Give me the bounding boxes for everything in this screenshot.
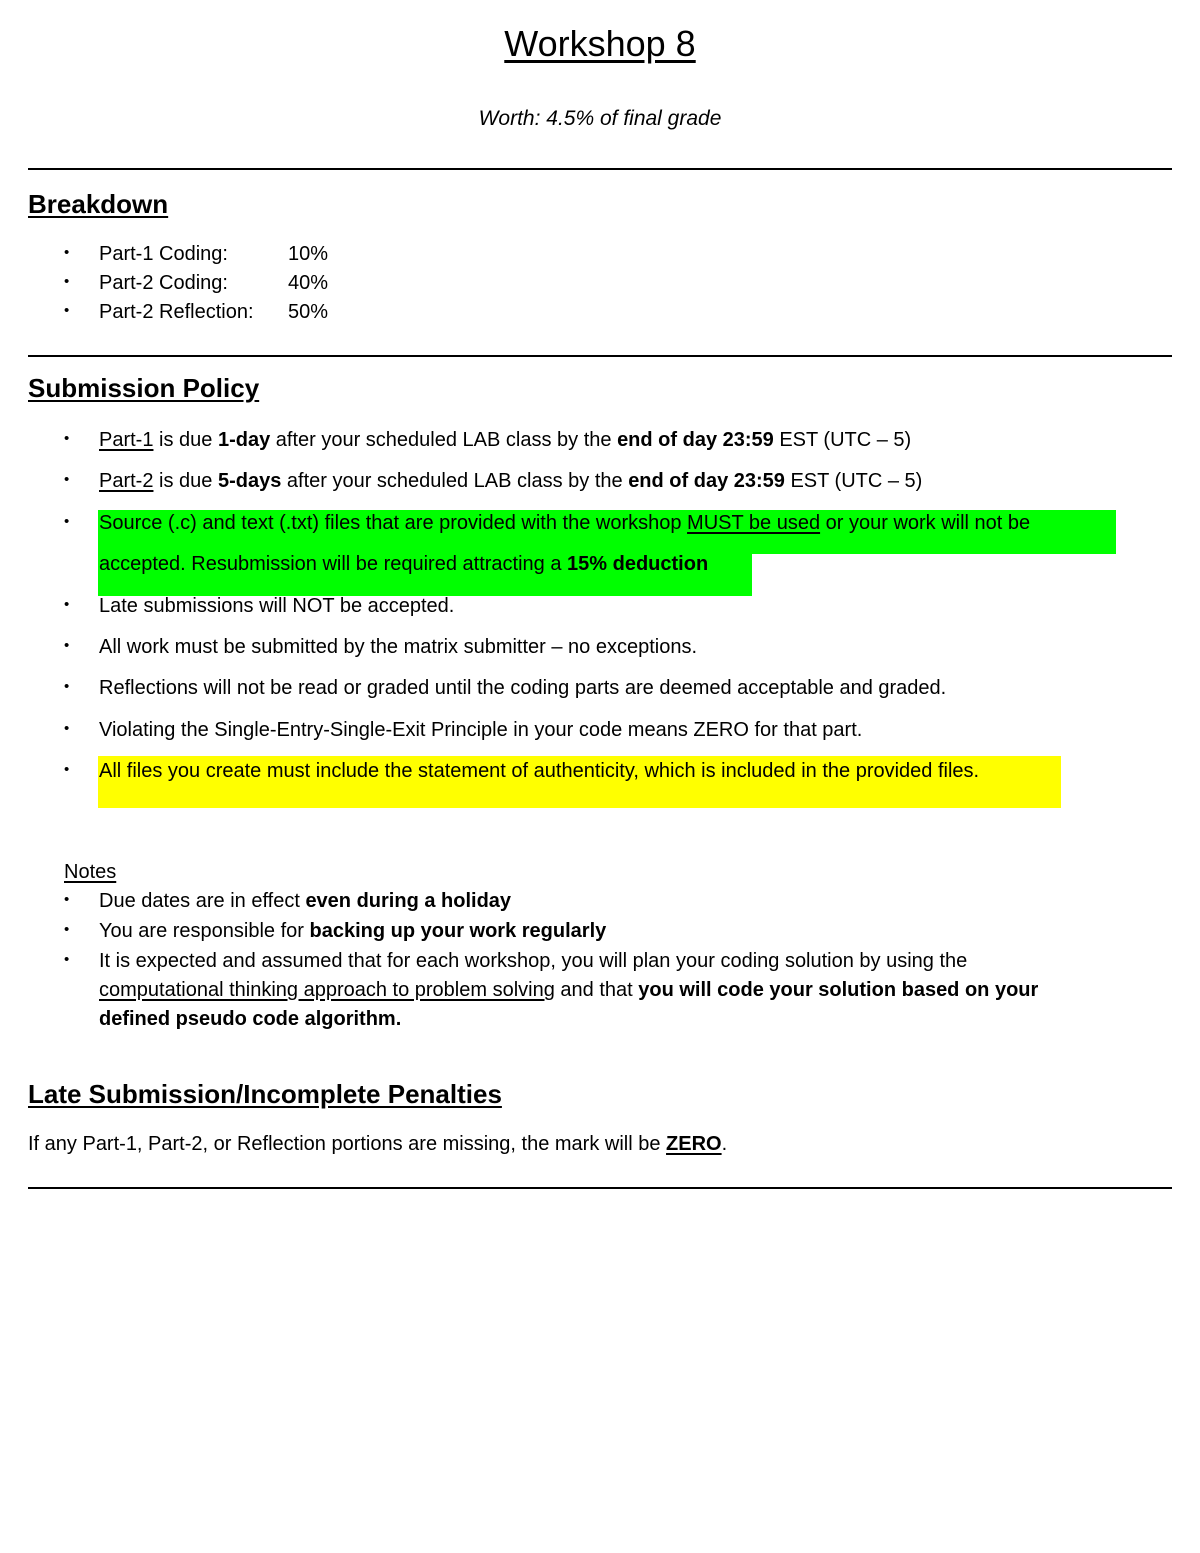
bullet-icon: • [64,430,70,447]
breakdown-value: 10% [288,243,329,265]
bullet-icon: • [64,678,70,695]
penalties-text: If any Part-1, Part-2, or Reflection portions are missing, the mark will be ZERO. [28,1133,728,1155]
submission-policy-heading: Submission Policy [28,373,260,403]
note-item-holiday: Due dates are in effect even during a holiday [99,890,512,912]
note-item-approach-cont: computational thinking approach to problem solving and that you will code your solution based on your [99,979,1039,1001]
notes-label: Notes [64,861,117,883]
divider [28,168,1172,170]
breakdown-label: Part-2 Reflection: [99,301,254,323]
policy-item-sese: Violating the Single-Entry-Single-Exit Principle in your code means ZERO for that part. [99,719,863,741]
bullet-icon: • [64,951,70,968]
policy-item-part2: Part-2 is due 5-days after your scheduled LAB class by the end of day 23:59 EST (UTC – 5) [99,470,923,492]
bullet-icon: • [64,273,70,290]
policy-item-authenticity: All files you create must include the statement of authenticity, which is included in the provided files. [99,760,980,782]
bullet-icon: • [64,513,70,530]
note-item-backup: You are responsible for backing up your work regularly [99,920,607,942]
bullet-icon: • [64,761,70,778]
bullet-icon: • [64,720,70,737]
page-title: Workshop 8 [504,23,696,64]
bullet-icon: • [64,596,70,613]
note-item-approach-cont2: defined pseudo code algorithm. [99,1008,402,1030]
penalties-heading: Late Submission/Incomplete Penalties [28,1079,502,1109]
policy-item-source-files: Source (.c) and text (.txt) files that are provided with the workshop MUST be used or your work will not be [99,512,1031,534]
divider [28,1187,1172,1189]
page-subtitle: Worth: 4.5% of final grade [478,107,722,130]
policy-item-part1: Part-1 is due 1-day after your scheduled LAB class by the end of day 23:59 EST (UTC – 5) [99,429,912,451]
bullet-icon: • [64,302,70,319]
policy-item-source-files-cont: accepted. Resubmission will be required attracting a 15% deduction [99,553,709,575]
policy-item-late: Late submissions will NOT be accepted. [99,595,455,617]
breakdown-heading: Breakdown [28,189,169,219]
bullet-icon: • [64,471,70,488]
breakdown-label: Part-1 Coding: [99,243,228,265]
divider [28,355,1172,357]
bullet-icon: • [64,891,70,908]
policy-item-matrix: All work must be submitted by the matrix submitter – no exceptions. [99,636,698,658]
breakdown-label: Part-2 Coding: [99,272,228,294]
breakdown-value: 40% [288,272,329,294]
bullet-icon: • [64,637,70,654]
policy-item-reflections: Reflections will not be read or graded until the coding parts are deemed acceptable and graded. [99,677,947,699]
bullet-icon: • [64,921,70,938]
bullet-icon: • [64,244,70,261]
breakdown-value: 50% [288,301,329,323]
note-item-approach: It is expected and assumed that for each workshop, you will plan your coding solution by using the [99,950,968,972]
